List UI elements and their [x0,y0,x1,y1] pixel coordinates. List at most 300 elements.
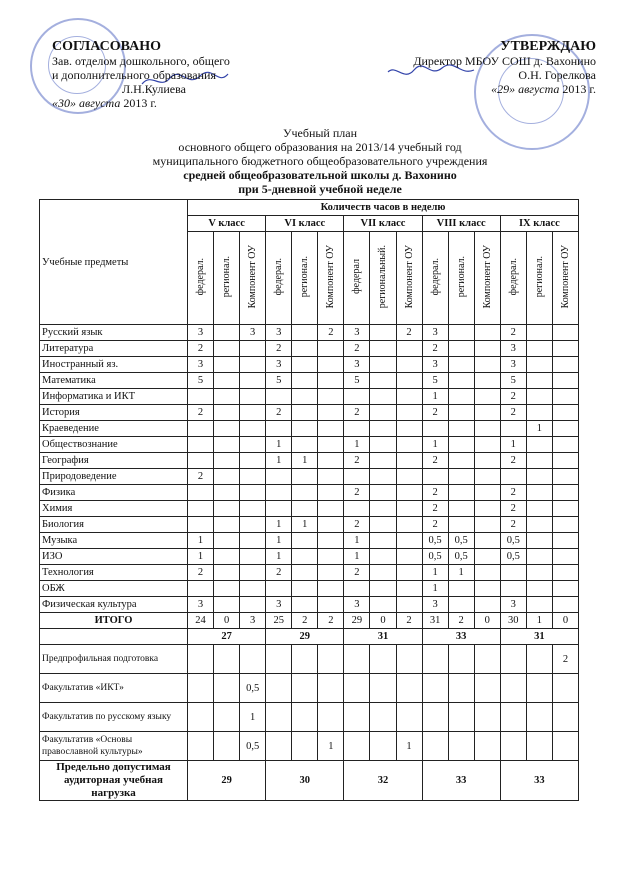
extra-row [40,674,579,703]
table-row [40,389,579,405]
hours-cell: 1 [396,732,422,761]
hours-cell [318,565,344,581]
max-load-value: 33 [500,761,578,801]
hours-cell [448,597,474,613]
hours-cell [526,469,552,485]
hours-cell [370,517,396,533]
hours-cell [214,549,240,565]
hours-cell [266,501,292,517]
hours-cell [240,517,266,533]
hours-cell [292,469,318,485]
hours-cell [292,581,318,597]
component-header: Компонент ОУ [318,232,344,325]
hours-cell [266,485,292,501]
hours-cell [318,421,344,437]
max-load-value: 30 [266,761,344,801]
hours-cell: 2 [500,325,526,341]
confirm-title: УТВЕРЖДАЮ [500,39,596,54]
hours-cell: 0,5 [240,732,266,761]
subject-name: Математика [40,373,188,389]
hours-cell [292,533,318,549]
hours-cell: 2 [344,405,370,421]
hours-cell [474,421,500,437]
subjects-header: Учебные предметы [40,200,188,325]
totals-row [40,629,579,645]
hours-cell: 5 [188,373,214,389]
hours-cell: 3 [422,325,448,341]
extra-row [40,732,579,761]
hours-cell [370,357,396,373]
hours-cell [318,501,344,517]
hours-cell [370,373,396,389]
hours-cell [292,341,318,357]
subject-name: Музыка [40,533,188,549]
hours-cell [188,732,214,761]
hours-cell: 3 [344,597,370,613]
hours-cell: 2 [344,485,370,501]
hours-cell [214,645,240,674]
hours-cell [474,674,500,703]
hours-cell [552,469,578,485]
hours-cell: 3 [422,357,448,373]
table-row [40,453,579,469]
hours-cell [214,453,240,469]
subject-name: История [40,405,188,421]
hours-cell [474,517,500,533]
hours-cell [448,674,474,703]
hours-cell [552,549,578,565]
hours-cell [474,581,500,597]
hours-cell: 1 [266,533,292,549]
hours-cell [396,485,422,501]
class-header: VIII класс [422,216,500,232]
hours-cell: 2 [500,501,526,517]
hours-cell [370,565,396,581]
hours-cell [526,645,552,674]
hours-cell [500,645,526,674]
class-header: V класс [188,216,266,232]
hours-cell [552,597,578,613]
hours-cell: 3 [240,325,266,341]
hours-cell: 3 [240,613,266,629]
hours-cell: 1 [344,437,370,453]
hours-cell [188,517,214,533]
hours-cell [344,469,370,485]
subject-name: Предпрофильная подготовка [40,645,188,674]
hours-cell [500,674,526,703]
hours-cell [448,703,474,732]
hours-cell [292,703,318,732]
max-load-row [40,761,579,801]
hours-cell [214,341,240,357]
max-load-value: 33 [422,761,500,801]
subject-name: Краеведение [40,421,188,437]
table-row [40,517,579,533]
hours-cell [526,453,552,469]
hours-cell [318,517,344,533]
hours-cell: 2 [500,485,526,501]
hours-cell: 3 [188,357,214,373]
max-load-value: 32 [344,761,422,801]
hours-cell [552,341,578,357]
hours-cell [526,597,552,613]
hours-cell: 0,5 [240,674,266,703]
approval-line2: и дополнительного образования [52,68,216,82]
hours-cell [266,389,292,405]
hours-cell [500,703,526,732]
hours-cell [370,325,396,341]
hours-cell [448,517,474,533]
hours-cell [318,581,344,597]
extra-row [40,703,579,732]
hours-cell [526,373,552,389]
approval-signer: Л.Н.Кулиева [122,82,186,96]
hours-cell [318,357,344,373]
hours-cell [214,357,240,373]
approval-line1: Зав. отделом дошкольного, общего [52,54,230,68]
hours-cell [552,565,578,581]
hours-cell: 5 [500,373,526,389]
hours-cell: 2 [318,325,344,341]
table-row [40,565,579,581]
hours-cell [188,437,214,453]
hours-cell [526,732,552,761]
hours-cell [240,421,266,437]
hours-cell [526,501,552,517]
hours-cell [396,373,422,389]
hours-cell [344,703,370,732]
hours-cell [188,389,214,405]
hours-cell [370,341,396,357]
hours-cell: 2 [422,517,448,533]
hours-cell [526,549,552,565]
hours-cell [448,325,474,341]
hours-cell [474,389,500,405]
max-load-label: Предельно допустимая аудиторная учебная нагрузка [40,761,188,801]
hours-cell [240,549,266,565]
hours-cell [396,501,422,517]
hours-cell [448,437,474,453]
hours-cell [526,674,552,703]
hours-cell [552,453,578,469]
hours-cell [422,469,448,485]
hours-cell [474,732,500,761]
hours-cell [396,389,422,405]
hours-cell: 1 [422,581,448,597]
hours-cell [396,421,422,437]
hours-cell: 0,5 [422,533,448,549]
table-row [40,373,579,389]
hours-cell [448,357,474,373]
hours-cell: 2 [292,613,318,629]
hours-cell [448,421,474,437]
hours-cell [370,405,396,421]
hours-cell [188,485,214,501]
hours-cell [448,405,474,421]
class-total: 33 [422,629,500,645]
hours-cell: 1 [188,549,214,565]
hours-cell [266,732,292,761]
hours-cell: 2 [188,341,214,357]
hours-cell [292,357,318,373]
hours-cell [370,549,396,565]
hours-cell: 2 [500,405,526,421]
hours-cell [344,581,370,597]
hours-cell [396,565,422,581]
curriculum-table [39,199,579,801]
hours-cell [526,485,552,501]
hours-cell [266,703,292,732]
table-row [40,485,579,501]
hours-cell: 0 [474,613,500,629]
hours-cell [240,357,266,373]
hours-cell: 5 [344,373,370,389]
class-total: 31 [500,629,578,645]
hours-cell: 0,5 [448,533,474,549]
hours-cell [396,703,422,732]
hours-cell [214,597,240,613]
hours-cell [344,645,370,674]
hours-cell [240,501,266,517]
hours-cell [318,469,344,485]
hours-cell: 0 [214,613,240,629]
subject-name: Природоведение [40,469,188,485]
hours-cell [526,341,552,357]
hours-cell [396,674,422,703]
hours-cell [188,581,214,597]
hours-cell [396,645,422,674]
hours-cell [266,581,292,597]
hours-cell: 3 [500,341,526,357]
hours-cell [474,357,500,373]
hours-cell: 1 [188,533,214,549]
class-header: IX класс [500,216,578,232]
itogo-row [40,613,579,629]
hours-cell [370,469,396,485]
hours-cell [318,405,344,421]
hours-cell [240,469,266,485]
hours-cell: 2 [344,517,370,533]
hours-cell [266,645,292,674]
hours-cell [318,341,344,357]
subject-name: Факультатив «ИКТ» [40,674,188,703]
subject-name: ОБЖ [40,581,188,597]
hours-cell [500,732,526,761]
hours-cell: 1 [422,389,448,405]
hours-cell [318,533,344,549]
hours-cell [318,703,344,732]
hours-cell [266,469,292,485]
hours-cell [370,674,396,703]
hours-cell [448,469,474,485]
hours-cell [188,703,214,732]
hours-cell: 2 [500,389,526,405]
hours-cell [526,389,552,405]
hours-cell: 2 [188,405,214,421]
hours-cell: 1 [526,613,552,629]
hours-cell [526,581,552,597]
hours-cell [396,357,422,373]
hours-cell [370,645,396,674]
hours-cell [448,485,474,501]
table-row [40,405,579,421]
hours-cell [292,325,318,341]
hours-cell [448,501,474,517]
component-header: регионал. [214,232,240,325]
hours-cell: 1 [526,421,552,437]
table-row [40,533,579,549]
component-header: Компонент ОУ [240,232,266,325]
hours-cell: 2 [344,565,370,581]
hours-cell [552,703,578,732]
hours-cell [214,703,240,732]
hours-cell: 2 [422,341,448,357]
hours-cell: 1 [500,437,526,453]
hours-cell: 2 [266,405,292,421]
class-total: 31 [344,629,422,645]
class-header: VI класс [266,216,344,232]
hours-cell: 1 [266,437,292,453]
component-header: Компонент ОУ [552,232,578,325]
hours-cell [370,421,396,437]
hours-cell [292,373,318,389]
hours-cell [318,453,344,469]
hours-cell [240,597,266,613]
hours-cell [474,405,500,421]
hours-cell [240,533,266,549]
hours-cell [240,453,266,469]
hours-cell [474,703,500,732]
hours-cell [188,674,214,703]
subject-name: Технология [40,565,188,581]
hours-cell: 0,5 [448,549,474,565]
hours-cell [292,437,318,453]
hours-cell [318,373,344,389]
hours-cell: 2 [266,341,292,357]
component-header: Компонент ОУ [396,232,422,325]
hours-cell: 0 [552,613,578,629]
hours-cell [344,421,370,437]
hours-cell: 2 [266,565,292,581]
hours-cell [240,341,266,357]
hours-cell: 2 [188,565,214,581]
hours-cell [240,405,266,421]
hours-cell [474,501,500,517]
hours-cell [422,732,448,761]
hours-cell [552,357,578,373]
table-row [40,597,579,613]
table-row [40,581,579,597]
hours-cell: 1 [292,517,318,533]
table-row [40,421,579,437]
hours-cell: 5 [422,373,448,389]
confirm-line1: Директор МБОУ СОШ д. Вахонино [413,54,596,68]
hours-cell: 1 [292,453,318,469]
hours-cell: 2 [188,469,214,485]
hours-cell: 2 [396,325,422,341]
hours-cell [422,421,448,437]
hours-cell [552,405,578,421]
hours-cell [266,674,292,703]
hours-cell [396,533,422,549]
table-row [40,357,579,373]
hours-cell [500,421,526,437]
hours-cell [318,549,344,565]
hours-cell [448,389,474,405]
hours-cell [292,485,318,501]
hours-cell [344,732,370,761]
subject-name: Иностранный яз. [40,357,188,373]
hours-cell [214,674,240,703]
hours-cell [474,453,500,469]
hours-cell [292,732,318,761]
hours-cell [526,533,552,549]
component-header: регионал. [526,232,552,325]
hours-cell [214,405,240,421]
hours-cell [214,501,240,517]
hours-cell [526,565,552,581]
component-header: региональный. [370,232,396,325]
hours-cell [552,501,578,517]
subject-name: Химия [40,501,188,517]
hours-cell: 5 [266,373,292,389]
hours-cell: 2 [396,613,422,629]
hours-cell [552,421,578,437]
hours-cell: 1 [448,565,474,581]
hours-cell [292,549,318,565]
hours-cell: 2 [448,613,474,629]
hours-cell [214,389,240,405]
document-title: Учебный план основного общего образования на 2013/14 учебный год муниципального бюджетного общеобразовательного учреждения средней общеобразовательной школы д. Вахонино при 5-дневной учебной неделе [152,126,488,196]
confirm-date: «29» августа 2013 г. [491,82,596,96]
hours-cell [214,421,240,437]
hours-cell [474,437,500,453]
hours-cell [422,674,448,703]
hours-cell [292,645,318,674]
hours-cell [240,565,266,581]
hours-cell [292,389,318,405]
hours-cell: 1 [240,703,266,732]
hours-cell [318,597,344,613]
hours-cell: 3 [188,325,214,341]
hours-cell [474,565,500,581]
hours-cell: 2 [500,517,526,533]
hours-cell [448,732,474,761]
hours-cell [396,341,422,357]
hours-cell [370,703,396,732]
component-header: Компонент ОУ [474,232,500,325]
hours-cell [552,732,578,761]
hours-cell [396,437,422,453]
hours-cell [214,437,240,453]
hours-cell [370,501,396,517]
table-row [40,325,579,341]
hours-cell [448,373,474,389]
hours-cell: 2 [318,613,344,629]
class-total: 29 [266,629,344,645]
hours-cell [422,645,448,674]
component-header: федерал [344,232,370,325]
hours-cell: 2 [422,453,448,469]
hours-cell [370,581,396,597]
hours-cell [526,437,552,453]
hours-cell [396,453,422,469]
extra-row [40,645,579,674]
hours-cell [552,325,578,341]
hours-cell: 2 [344,341,370,357]
hours-cell [474,549,500,565]
hours-cell [344,674,370,703]
